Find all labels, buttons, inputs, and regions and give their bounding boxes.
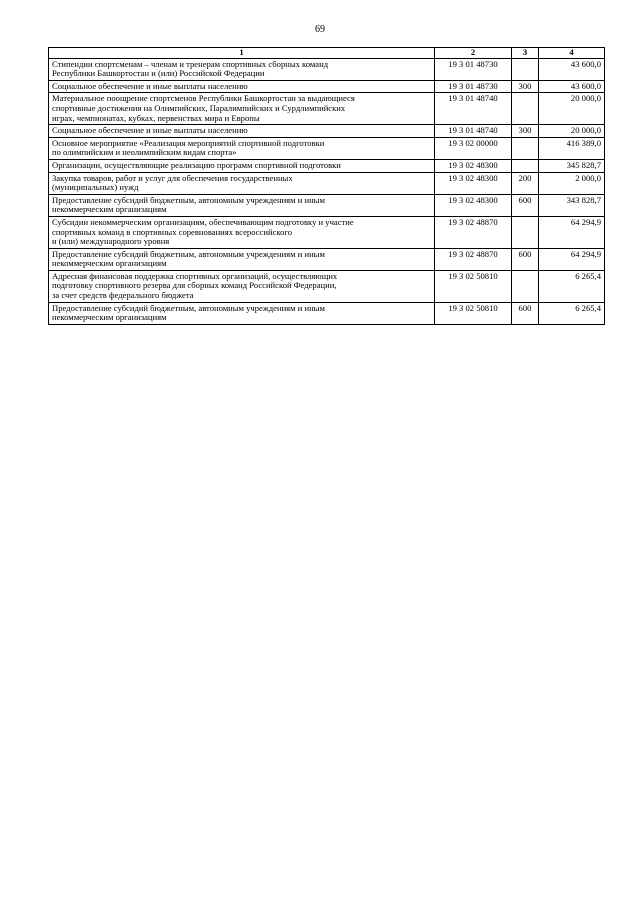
row-amount-cell: 6 265,4	[539, 270, 605, 302]
table-row	[49, 172, 605, 194]
table-row	[49, 58, 605, 80]
row-type-cell: 300	[512, 125, 539, 138]
row-type-cell	[512, 93, 539, 125]
table-row	[49, 216, 605, 248]
row-code-cell: 19 3 02 48300	[435, 159, 512, 172]
row-name-cell: Социальное обеспечение и иные выплаты населению	[49, 125, 435, 138]
row-type-cell	[512, 159, 539, 172]
table-row	[49, 270, 605, 302]
row-name-cell: Организации, осуществляющие реализацию программ спортивной подготовки	[49, 159, 435, 172]
row-type-cell: 600	[512, 302, 539, 324]
row-amount-cell: 64 294,9	[539, 216, 605, 248]
row-name-cell: Предоставление субсидий бюджетным, автономным учреждениям и иным некоммерческим организациям	[49, 194, 435, 216]
row-name-cell: Социальное обеспечение и иные выплаты населению	[49, 80, 435, 93]
row-type-cell	[512, 137, 539, 159]
table-row	[49, 248, 605, 270]
row-name-cell: Основное мероприятие «Реализация мероприятий спортивной подготовки по олимпийским и неолимпийским видам спорта»	[49, 137, 435, 159]
row-amount-cell: 20 000,0	[539, 125, 605, 138]
row-name-cell: Субсидии некоммерческим организациям, обеспечивающим подготовку и участие спортивных команд в спортивных соревнованиях всероссийского и (или) международного уровня	[49, 216, 435, 248]
row-amount-cell: 64 294,9	[539, 248, 605, 270]
table-row	[49, 80, 605, 93]
table-row	[49, 194, 605, 216]
row-code-cell: 19 3 02 48870	[435, 248, 512, 270]
table-row	[49, 302, 605, 324]
row-type-cell	[512, 270, 539, 302]
row-type-cell	[512, 216, 539, 248]
row-code-cell: 19 3 01 48730	[435, 58, 512, 80]
row-code-cell: 19 3 02 50810	[435, 302, 512, 324]
row-code-cell: 19 3 02 50810	[435, 270, 512, 302]
column-header-type: 3	[512, 48, 539, 59]
row-name-cell: Стипендии спортсменам – членам и тренерам спортивных сборных команд Республики Башкортостан и (или) Российской Федерации	[49, 58, 435, 80]
column-header-code: 2	[435, 48, 512, 59]
row-name-cell: Адресная финансовая поддержка спортивных организаций, осуществляющих подготовку спортивного резерва для сборных команд Российской Федерации, за счет средств федерального бюджета	[49, 270, 435, 302]
row-type-cell	[512, 58, 539, 80]
row-amount-cell: 6 265,4	[539, 302, 605, 324]
row-amount-cell: 2 000,0	[539, 172, 605, 194]
header-row	[49, 48, 605, 59]
row-code-cell: 19 3 02 48870	[435, 216, 512, 248]
table-row	[49, 125, 605, 138]
table-body	[49, 58, 605, 324]
row-amount-cell: 343 828,7	[539, 194, 605, 216]
column-header-name: 1	[49, 48, 435, 59]
row-amount-cell: 43 600,0	[539, 80, 605, 93]
row-type-cell: 200	[512, 172, 539, 194]
table-header	[49, 48, 605, 59]
row-type-cell: 600	[512, 248, 539, 270]
row-code-cell: 19 3 01 48740	[435, 93, 512, 125]
table-row	[49, 137, 605, 159]
row-code-cell: 19 3 01 48730	[435, 80, 512, 93]
row-type-cell: 300	[512, 80, 539, 93]
row-code-cell: 19 3 02 48300	[435, 172, 512, 194]
budget-table	[48, 47, 605, 325]
column-header-amount: 4	[539, 48, 605, 59]
table-row	[49, 159, 605, 172]
row-amount-cell: 345 828,7	[539, 159, 605, 172]
page-number: 69	[315, 24, 325, 35]
row-name-cell: Предоставление субсидий бюджетным, автономным учреждениям и иным некоммерческим организациям	[49, 248, 435, 270]
row-amount-cell: 416 389,0	[539, 137, 605, 159]
row-code-cell: 19 3 02 48300	[435, 194, 512, 216]
row-type-cell: 600	[512, 194, 539, 216]
row-code-cell: 19 3 01 48740	[435, 125, 512, 138]
row-amount-cell: 20 000,0	[539, 93, 605, 125]
row-amount-cell: 43 600,0	[539, 58, 605, 80]
row-name-cell: Закупка товаров, работ и услуг для обеспечения государственных (муниципальных) нужд	[49, 172, 435, 194]
row-name-cell: Материальное поощрение спортсменов Республики Башкортостан за выдающиеся спортивные достижения на Олимпийских, Паралимпийских и Сурдлимпийских играх, чемпионатах, кубках, первенствах мира и Европы	[49, 93, 435, 125]
row-name-cell: Предоставление субсидий бюджетным, автономным учреждениям и иным некоммерческим организациям	[49, 302, 435, 324]
table-row	[49, 93, 605, 125]
row-code-cell: 19 3 02 00000	[435, 137, 512, 159]
